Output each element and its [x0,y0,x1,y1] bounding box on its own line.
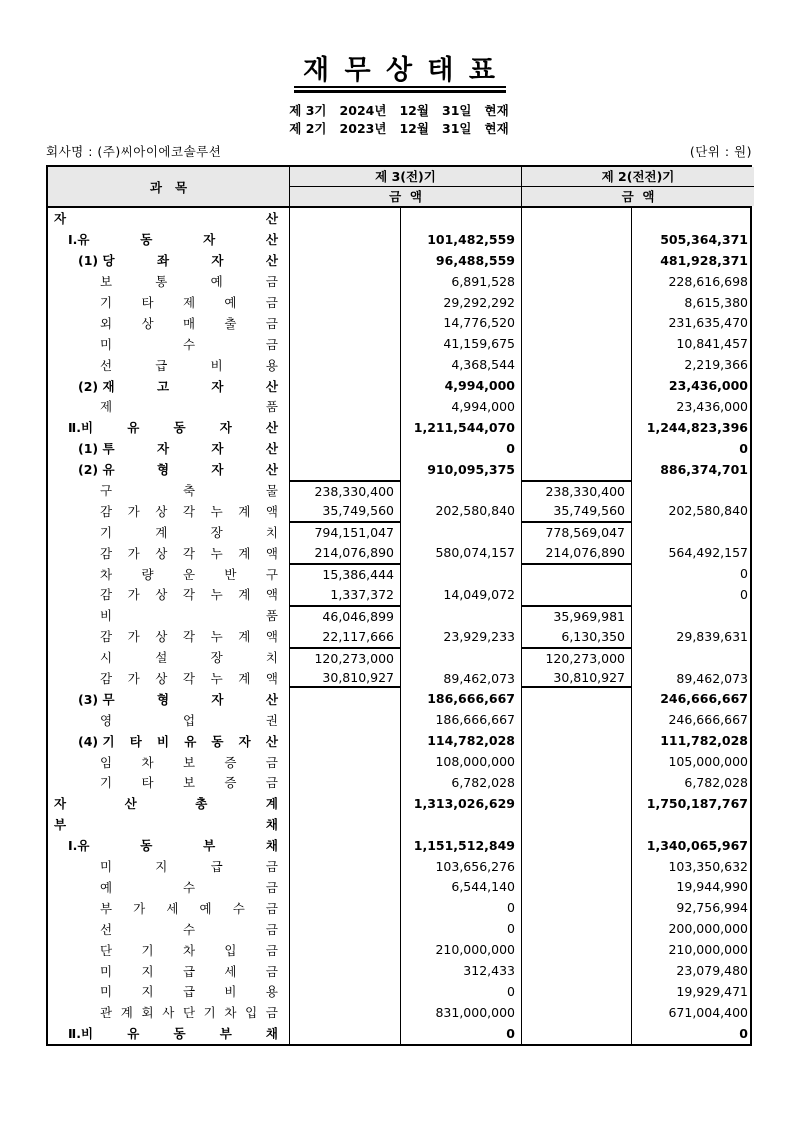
reporting-periods [0,102,798,137]
cell-detail-period2: 35,969,981 [522,605,632,626]
cell-detail-period2 [522,793,632,814]
cell-detail-period2 [522,751,632,772]
table-row [48,647,750,668]
cell-detail-period3 [290,1002,401,1023]
row-label: Ⅰ.유 동 자 산 [48,229,290,250]
cell-amount-period2 [632,647,754,668]
cell-detail-period3: 22,117,666 [290,626,401,647]
cell-detail-period2 [522,229,632,250]
cell-detail-period2: 30,810,927 [522,668,632,689]
cell-amount-period2: 231,635,470 [668,315,748,331]
table-row [48,605,750,626]
row-label: 감 가 상 각 누 계 액 [48,500,290,521]
cell-amount-period3: 1,211,544,070 [401,417,522,438]
cell-detail-period3 [290,814,401,835]
row-label: 감 가 상 각 누 계 액 [48,584,290,605]
row-label: 미 지 급 세 금 [48,960,290,981]
cell-detail-period2 [522,1023,632,1044]
table-row [48,354,750,375]
table-row [48,438,750,459]
cell-amount-period3 [401,208,522,229]
cell-detail-period3 [290,730,401,751]
cell-detail-period3 [290,229,401,250]
cell-detail-period3: 46,046,899 [290,605,401,626]
cell-amount-period2: 8,615,380 [684,294,748,310]
cell-detail-period2: 35,749,560 [522,500,632,521]
row-label: 선 수 금 [48,918,290,939]
cell-detail-period3 [290,897,401,918]
cell-amount-period2: 246,666,667 [660,691,748,707]
cell-amount-period3: 0 [401,897,522,918]
cell-detail-period3: 214,076,890 [290,542,401,563]
title-double-rule [294,86,506,93]
cell-detail-period2 [522,250,632,271]
table-row [48,292,750,313]
cell-detail-period2 [522,730,632,751]
cell-detail-period2 [522,981,632,1002]
cell-amount-period3: 23,929,233 [401,626,522,647]
row-label: 보 통 예 금 [48,271,290,292]
cell-detail-period2 [522,688,632,709]
cell-amount-period3: 0 [401,1023,522,1044]
table-row [48,459,750,480]
period-line-prior: 제 2기 2023년 12월 31일 현재 [289,120,509,136]
row-label: 제 품 [48,396,290,417]
cell-amount-period3: 186,666,667 [401,688,522,709]
cell-amount-period3: 202,580,840 [401,500,522,521]
cell-detail-period2 [522,1002,632,1023]
table-row [48,1023,750,1044]
table-row [48,960,750,981]
row-label: (3) 무 형 자 산 [48,688,290,709]
table-row [48,835,750,856]
cell-amount-period2: 19,944,990 [676,879,748,895]
row-label: 예 수 금 [48,877,290,898]
row-label: Ⅱ.비 유 동 부 채 [48,1023,290,1044]
cell-amount-period2: 0 [739,440,748,456]
cell-amount-period3 [401,605,522,626]
cell-amount-period3 [401,563,522,584]
cell-amount-period2 [632,521,754,542]
cell-amount-period2: 111,782,028 [660,733,748,749]
cell-amount-period2: 2,219,366 [684,357,748,373]
table-row [48,500,750,521]
cell-amount-period2: 0 [739,1025,748,1041]
cell-detail-period2 [522,271,632,292]
cell-amount-period3: 4,994,000 [401,396,522,417]
cell-amount-period2: 1,244,823,396 [646,419,748,435]
table-row [48,250,750,271]
row-label: (4) 기 타 비 유 동 자 산 [48,730,290,751]
table-row [48,208,750,229]
cell-amount-period3: 0 [401,981,522,1002]
cell-detail-period2 [522,918,632,939]
row-label: 차 량 운 반 구 [48,563,290,584]
table-row [48,626,750,647]
row-label: 관 계 회 사 단 기 차 입 금 [48,1002,290,1023]
cell-amount-period3: 14,776,520 [401,312,522,333]
table-row [48,396,750,417]
cell-amount-period3: 580,074,157 [401,542,522,563]
header-amount-2: 금 액 [522,187,754,207]
cell-amount-period2 [632,814,754,835]
header-amount-3: 금 액 [290,187,522,207]
cell-amount-period3: 14,049,072 [401,584,522,605]
row-label: 미 지 급 금 [48,856,290,877]
cell-detail-period2 [522,877,632,898]
cell-amount-period2: 564,492,157 [668,545,748,561]
cell-amount-period3: 29,292,292 [401,292,522,313]
cell-amount-period3: 1,313,026,629 [401,793,522,814]
row-label: 자 산 총 계 [48,793,290,814]
table-row [48,877,750,898]
cell-detail-period3: 30,810,927 [290,668,401,689]
row-label: (1) 당 좌 자 산 [48,250,290,271]
row-label: 비 품 [48,605,290,626]
cell-amount-period3: 103,656,276 [401,856,522,877]
cell-amount-period2: 246,666,667 [668,712,748,728]
cell-amount-period3: 108,000,000 [401,751,522,772]
table-row [48,709,750,730]
table-row [48,730,750,751]
table-row [48,542,750,563]
cell-amount-period2: 89,462,073 [676,670,748,686]
cell-detail-period2 [522,375,632,396]
cell-detail-period2 [522,814,632,835]
row-label: 구 축 물 [48,480,290,501]
cell-detail-period3 [290,375,401,396]
cell-amount-period3: 96,488,559 [401,250,522,271]
page-title: 재 무 상 태 표 [302,55,498,86]
cell-detail-period2 [522,354,632,375]
table-row [48,981,750,1002]
cell-detail-period3: 15,386,444 [290,563,401,584]
period-line-current: 제 3기 2024년 12월 31일 현재 [289,103,509,118]
table-header [48,167,750,208]
table-row [48,814,750,835]
table-row [48,333,750,354]
row-label: 미 수 금 [48,333,290,354]
cell-detail-period2 [522,333,632,354]
row-label: 기 타 제 예 금 [48,292,290,313]
cell-detail-period3: 1,337,372 [290,584,401,605]
cell-amount-period3: 312,433 [401,960,522,981]
cell-detail-period3 [290,312,401,333]
cell-detail-period2: 238,330,400 [522,480,632,501]
cell-detail-period3 [290,877,401,898]
cell-amount-period2: 200,000,000 [668,921,748,937]
row-label: 영 업 권 [48,709,290,730]
cell-detail-period2 [522,417,632,438]
cell-amount-period3: 6,891,528 [401,271,522,292]
cell-amount-period3: 6,782,028 [401,772,522,793]
cell-amount-period3: 186,666,667 [401,709,522,730]
row-label: 단 기 차 입 금 [48,939,290,960]
row-label: 외 상 매 출 금 [48,312,290,333]
cell-amount-period3: 4,994,000 [401,375,522,396]
table-row [48,751,750,772]
table-row [48,668,750,689]
cell-amount-period2: 103,350,632 [668,858,748,874]
cell-detail-period2 [522,939,632,960]
cell-amount-period2: 0 [740,586,748,602]
cell-amount-period3 [401,521,522,542]
cell-amount-period2: 886,374,701 [660,461,748,477]
cell-detail-period3 [290,333,401,354]
cell-amount-period2: 505,364,371 [660,231,748,247]
cell-detail-period3 [290,939,401,960]
row-label: 시 설 장 치 [48,647,290,668]
cell-detail-period2 [522,312,632,333]
cell-detail-period3 [290,709,401,730]
cell-amount-period2: 1,340,065,967 [646,837,748,853]
cell-amount-period3: 89,462,073 [401,668,522,689]
cell-amount-period2: 10,841,457 [676,336,748,352]
cell-detail-period2 [522,856,632,877]
cell-detail-period3 [290,772,401,793]
row-label: (2) 재 고 자 산 [48,375,290,396]
cell-detail-period2 [522,960,632,981]
cell-detail-period3 [290,981,401,1002]
cell-amount-period2: 23,079,480 [676,963,748,978]
cell-amount-period2: 23,436,000 [668,378,748,394]
cell-amount-period2: 228,616,698 [668,273,748,289]
cell-detail-period2 [522,772,632,793]
cell-detail-period3 [290,208,401,229]
cell-detail-period2 [522,563,632,584]
row-label: 임 차 보 증 금 [48,751,290,772]
row-label: (2) 유 형 자 산 [48,459,290,480]
cell-detail-period2 [522,292,632,313]
row-label: 기 타 보 증 금 [48,772,290,793]
cell-amount-period2 [632,605,754,626]
cell-detail-period3 [290,354,401,375]
cell-amount-period3: 4,368,544 [401,354,522,375]
table-row [48,312,750,333]
cell-detail-period3 [290,459,401,480]
cell-amount-period2: 671,004,400 [668,1004,748,1020]
cell-detail-period2 [522,396,632,417]
company-row [46,142,752,160]
header-period-3: 제 3(전)기 [290,167,522,187]
cell-amount-period2: 0 [740,566,748,582]
table-row [48,563,750,584]
cell-detail-period3 [290,1023,401,1044]
cell-amount-period2: 19,929,471 [676,983,748,999]
cell-amount-period2 [632,208,754,229]
cell-detail-period2 [522,459,632,480]
table-row [48,521,750,542]
table-row [48,688,750,709]
cell-detail-period3 [290,793,401,814]
cell-amount-period2: 29,839,631 [676,628,748,644]
row-label: 부 채 [48,814,290,835]
cell-amount-period3 [401,814,522,835]
table-row [48,480,750,501]
row-label: 감 가 상 각 누 계 액 [48,542,290,563]
cell-detail-period3: 238,330,400 [290,480,401,501]
cell-detail-period3: 35,749,560 [290,500,401,521]
table-row [48,793,750,814]
cell-detail-period3 [290,751,401,772]
cell-amount-period3: 910,095,375 [401,459,522,480]
table-row [48,772,750,793]
cell-detail-period3: 794,151,047 [290,521,401,542]
cell-amount-period2 [632,480,754,501]
company-name: 회사명 : (주)씨아이에코솔루션 [46,144,222,159]
table-row [48,417,750,438]
cell-amount-period2: 210,000,000 [668,942,748,958]
cell-detail-period2 [522,438,632,459]
cell-amount-period2: 23,436,000 [676,398,748,414]
table-row [48,897,750,918]
cell-detail-period2 [522,584,632,605]
cell-detail-period3 [290,960,401,981]
table-row [48,1002,750,1023]
cell-detail-period2: 214,076,890 [522,542,632,563]
cell-amount-period2: 481,928,371 [660,252,748,268]
cell-detail-period3 [290,835,401,856]
table-row [48,939,750,960]
currency-unit: (단위 : 원) [689,144,752,159]
cell-detail-period3 [290,271,401,292]
cell-amount-period2: 202,580,840 [668,503,748,519]
cell-detail-period3 [290,856,401,877]
cell-amount-period3: 6,544,140 [401,877,522,898]
row-label: 선 급 비 용 [48,354,290,375]
cell-amount-period3: 0 [401,438,522,459]
row-label: 기 계 장 치 [48,521,290,542]
cell-detail-period2 [522,208,632,229]
table-row [48,918,750,939]
row-label: 부 가 세 예 수 금 [48,897,290,918]
cell-amount-period3 [401,480,522,501]
table-row [48,584,750,605]
cell-amount-period3 [401,647,522,668]
cell-detail-period2 [522,835,632,856]
cell-amount-period3: 114,782,028 [401,730,522,751]
header-period-2: 제 2(전전)기 [522,167,754,187]
table-row [48,375,750,396]
row-label: 감 가 상 각 누 계 액 [48,668,290,689]
row-label: 미 지 급 비 용 [48,981,290,1002]
cell-amount-period3: 210,000,000 [401,939,522,960]
cell-amount-period3: 0 [401,918,522,939]
cell-amount-period3: 1,151,512,849 [401,835,522,856]
table-row [48,271,750,292]
header-subject: 과 목 [48,167,290,206]
cell-amount-period3: 831,000,000 [401,1002,522,1023]
table-row [48,856,750,877]
table-body [48,208,750,1044]
cell-detail-period3: 120,273,000 [290,647,401,668]
cell-detail-period3 [290,292,401,313]
cell-amount-period3: 41,159,675 [401,333,522,354]
cell-detail-period3 [290,438,401,459]
cell-amount-period3: 101,482,559 [401,229,522,250]
cell-amount-period2: 6,782,028 [684,774,748,790]
row-label: (1) 투 자 자 산 [48,438,290,459]
cell-detail-period2 [522,709,632,730]
balance-sheet-table [46,165,752,1046]
cell-detail-period2: 120,273,000 [522,647,632,668]
row-label: 감 가 상 각 누 계 액 [48,626,290,647]
row-label: Ⅰ.유 동 부 채 [48,835,290,856]
cell-amount-period2: 92,756,994 [676,900,748,916]
cell-detail-period2: 778,569,047 [522,521,632,542]
cell-detail-period2 [522,897,632,918]
cell-detail-period3 [290,918,401,939]
cell-detail-period3 [290,688,401,709]
row-label: Ⅱ.비 유 동 자 산 [48,417,290,438]
cell-detail-period3 [290,250,401,271]
cell-detail-period3 [290,396,401,417]
cell-amount-period2: 105,000,000 [668,754,748,770]
row-label: 자 산 [48,208,290,229]
cell-detail-period2: 6,130,350 [522,626,632,647]
cell-amount-period2: 1,750,187,767 [646,795,748,811]
cell-detail-period3 [290,417,401,438]
table-row [48,229,750,250]
